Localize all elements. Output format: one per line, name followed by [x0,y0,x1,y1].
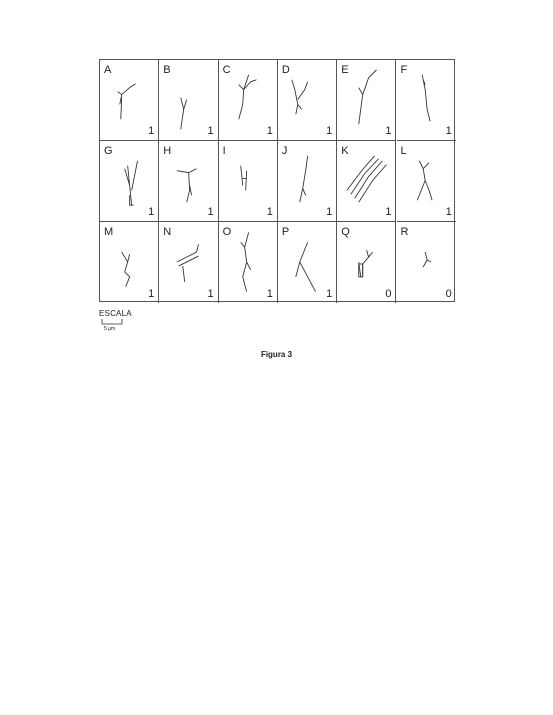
panel-letter: K [341,145,349,157]
scale-bar [99,309,132,332]
panel-letter: E [341,64,349,76]
panel-m [100,222,159,303]
panel-count: 1 [266,125,273,137]
panel-count: 1 [326,125,333,137]
panel-letter: P [281,226,290,238]
panel-r [397,222,456,303]
panel-count: 1 [148,125,155,137]
panel-count: 1 [445,206,452,218]
panel-b [159,60,218,141]
panel-j [278,141,337,222]
panel-letter: Q [341,226,350,238]
panel-letter: C [222,64,231,76]
panel-count: 1 [326,288,333,300]
panel-count: 1 [266,206,273,218]
scale-bar-line [101,319,125,325]
panel-count: 1 [148,288,155,300]
panel-letter: D [281,64,290,76]
scale-label: ESCALA [99,309,132,318]
panel-q [337,222,396,303]
panel-letter: M [104,226,114,238]
panel-n [159,222,218,303]
figure-caption: Figura 3 [260,350,293,359]
panel-letter: F [400,64,408,76]
panel-count: 1 [207,125,214,137]
panel-o [219,222,278,303]
panel-h [159,141,218,222]
panel-count: 1 [207,206,214,218]
panel-count: 1 [266,288,273,300]
panel-count: 1 [445,125,452,137]
panel-a [100,60,159,141]
scale-unit: 5 µm [104,326,116,332]
panel-letter: L [400,145,407,157]
panel-count: 1 [326,206,333,218]
panel-letter: A [104,64,112,76]
panel-letter: O [222,226,232,238]
figure-panel-grid [99,59,455,302]
panel-g [100,141,159,222]
panel-letter: R [400,226,409,238]
panel-letter: I [222,145,226,157]
panel-count: 1 [385,125,392,137]
panel-k [337,141,396,222]
panel-e [337,60,396,141]
panel-letter: J [281,145,288,157]
panel-p [278,222,337,303]
panel-count: 0 [385,288,392,300]
panel-letter: N [163,226,172,238]
panel-letter: G [104,145,113,157]
panel-d [278,60,337,141]
panel-count: 1 [148,206,155,218]
panel-letter: B [163,64,171,76]
panel-count: 1 [207,288,214,300]
panel-c [219,60,278,141]
panel-i [219,141,278,222]
panel-count: 1 [385,206,392,218]
panel-l [397,141,456,222]
panel-f [397,60,456,141]
panel-letter: H [163,145,172,157]
panel-count: 0 [445,288,452,300]
